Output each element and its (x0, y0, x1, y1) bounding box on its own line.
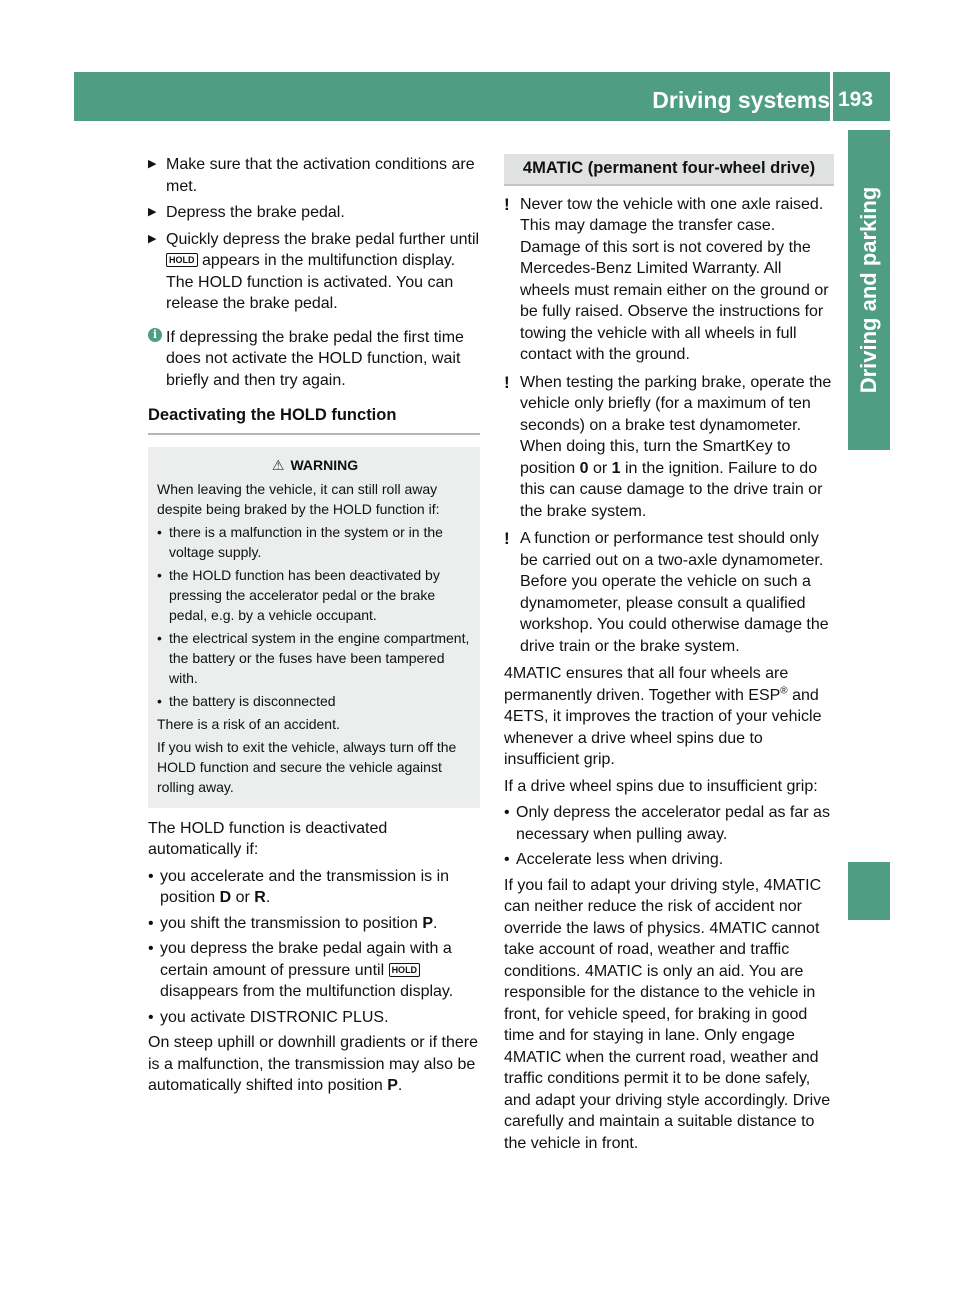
info-note-text: If depressing the brake pedal the first time does not activate the HOLD function, wait briefly and then try again. (166, 328, 464, 389)
warning-box (148, 447, 480, 808)
bullet-text: you activate DISTRONIC PLUS. (160, 1008, 389, 1026)
bullet-marker: • (157, 566, 162, 583)
warning-triangle-icon: ⚠ (271, 456, 285, 473)
closing-text: On steep uphill or downhill gradients or if there is a malfunction, the transmission may also be automatically shifted into position (148, 1034, 478, 1094)
list-item (504, 849, 834, 871)
instruction-step (148, 154, 480, 197)
body-text: and 4ETS, it improves the traction of your vehicle whenever a drive wheel spins due to insufficient grip. (504, 686, 822, 768)
gear-p: P (422, 914, 434, 932)
hold-display-icon: HOLD (166, 253, 198, 267)
left-column (148, 154, 480, 1102)
warning-risk: There is a risk of an accident. (157, 715, 340, 732)
list-item-text: Only depress the accelerator pedal as far as necessary when pulling away. (516, 804, 830, 843)
bullet-marker: • (148, 1008, 154, 1026)
closing-paragraph (148, 1032, 480, 1097)
chapter-marker-box (848, 862, 890, 920)
instruction-step (148, 202, 480, 224)
caution-note (504, 372, 834, 523)
instruction-step (148, 229, 480, 315)
bullet-text: disappears from the multifunction display. (160, 983, 454, 1000)
bullet-marker: • (157, 523, 162, 540)
bullet-text: or (231, 889, 255, 906)
warning-advice: If you wish to exit the vehicle, always turn off the HOLD function and secure the vehicle against rolling away. (157, 738, 457, 795)
caution-text: Never tow the vehicle with one axle raised. This may damage the transfer case. Damage of this sort is not covered by the Mercedes-Benz Limited Warranty. All wheels must remain either on the ground or be fully raised. Observe the instructions for towing the vehicle with all wheels in full contact with the ground. (520, 195, 829, 363)
caution-note (504, 194, 834, 366)
warning-bullet-text: the electrical system in the engine compartment, the battery or the fuses have been tampered with. (169, 629, 470, 686)
bullet-text: . (433, 914, 438, 932)
bullet-marker: • (148, 940, 154, 957)
info-icon: i (148, 328, 162, 342)
step-result: The HOLD function is activated. You can release the brake pedal. (166, 273, 454, 312)
list-item (504, 802, 834, 845)
caution-text: When testing the parking brake, operate the vehicle only briefly (for a maximum of ten seconds) on a brake test dynamometer. When doing this, turn the SmartKey to position (520, 373, 832, 477)
bullet-marker: • (148, 867, 154, 885)
bullet-text: . (265, 889, 271, 906)
warning-bullet-text: there is a malfunction in the system or in the voltage supply. (169, 523, 443, 560)
exclamation-icon: ! (504, 372, 510, 392)
gear-r: R (254, 889, 266, 906)
deactivation-bullet (148, 938, 480, 1003)
list-item-text: Accelerate less when driving. (516, 851, 724, 868)
page-number: 193 (838, 88, 874, 111)
warning-bullet (157, 628, 473, 688)
bullet-marker: • (157, 692, 162, 709)
warning-title: WARNING (290, 456, 359, 473)
warning-bullet (157, 691, 473, 711)
body-paragraph: If you fail to adapt your driving style, 4MATIC can neither reduce the risk of accident nor override the laws of physics. 4MATIC cannot take account of road, weather and traffic conditions. 4MATIC is only an aid. You are responsible for the distance to the vehicle in front, for vehicle speed, for braking in good time and for staying in lane. Only engage 4MATIC when the current road, weather and traffic conditions permit it to be done safely, and adapt your driving style accordingly. Drive carefully and maintain a suitable distance to the vehicle in front. (504, 876, 831, 1152)
info-note (148, 327, 480, 392)
warning-heading (157, 455, 473, 475)
warning-bullet (157, 565, 473, 625)
section-heading: Deactivating the HOLD function (148, 405, 480, 435)
step-arrow-icon: ▶ (148, 158, 157, 170)
bullet-marker: • (504, 851, 510, 868)
warning-intro: When leaving the vehicle, it can still roll away despite being braked by the HOLD function if: (157, 480, 440, 517)
caution-text: in the ignition. Failure to do this can cause damage to the drive train or the brake system. (520, 459, 823, 520)
bullet-marker: • (157, 629, 162, 646)
bullet-marker: • (148, 914, 154, 932)
hold-display-icon: HOLD (389, 963, 421, 977)
closing-text: . (397, 1077, 403, 1094)
body-text: 4MATIC ensures that all four wheels are permanently driven. Together with ESP (504, 665, 789, 704)
body-paragraph: If a drive wheel spins due to insufficient grip: (504, 777, 818, 795)
gear-d: D (219, 889, 232, 906)
key-position-1: 1 (611, 459, 621, 477)
step-arrow-icon: ▶ (148, 206, 157, 218)
right-column (504, 154, 834, 1159)
gear-p: P (387, 1077, 398, 1094)
exclamation-icon: ! (504, 529, 510, 548)
step-text: appears in the multifunction display. (197, 252, 456, 269)
bullet-text: you depress the brake pedal again with a certain amount of pressure until (160, 940, 452, 979)
section-header-title: Driving systems (652, 87, 830, 113)
step-arrow-icon: ▶ (148, 232, 157, 245)
body-paragraph (504, 663, 834, 771)
step-text: Make sure that the activation conditions are met. (166, 156, 475, 195)
chapter-side-tab-label: Driving and parking (856, 186, 881, 394)
step-text: Quickly depress the brake pedal further until (166, 230, 480, 248)
warning-bullet (157, 522, 473, 562)
bullet-text: you accelerate and the transmission is in position (160, 867, 450, 906)
warning-bullet-text: the battery is disconnected (169, 692, 336, 709)
exclamation-icon: ! (504, 194, 510, 214)
caution-text: or (588, 459, 612, 477)
key-position-0: 0 (579, 459, 589, 477)
deactivation-intro: The HOLD function is deactivated automatically if: (148, 819, 388, 858)
deactivation-bullet (148, 1007, 480, 1029)
step-text: Depress the brake pedal. (166, 204, 345, 221)
registered-mark: ® (780, 685, 788, 697)
bullet-text: you shift the transmission to position (160, 914, 423, 932)
header-divider (830, 72, 833, 121)
section-title-box: 4MATIC (permanent four-wheel drive) (504, 154, 834, 186)
caution-note (504, 528, 834, 657)
caution-text: A function or performance test should only be carried out on a two-axle dynamometer. Before you operate the vehicle on such a dynamometer, please consult a qualified workshop. You could otherwise damage the drive train or the brake system. (520, 530, 829, 655)
bullet-marker: • (504, 804, 510, 821)
warning-bullet-text: the HOLD function has been deactivated by pressing the accelerator pedal or the brake pedal, e.g. by a vehicle occupant. (169, 566, 440, 623)
deactivation-bullet (148, 866, 480, 909)
deactivation-bullet (148, 913, 480, 935)
